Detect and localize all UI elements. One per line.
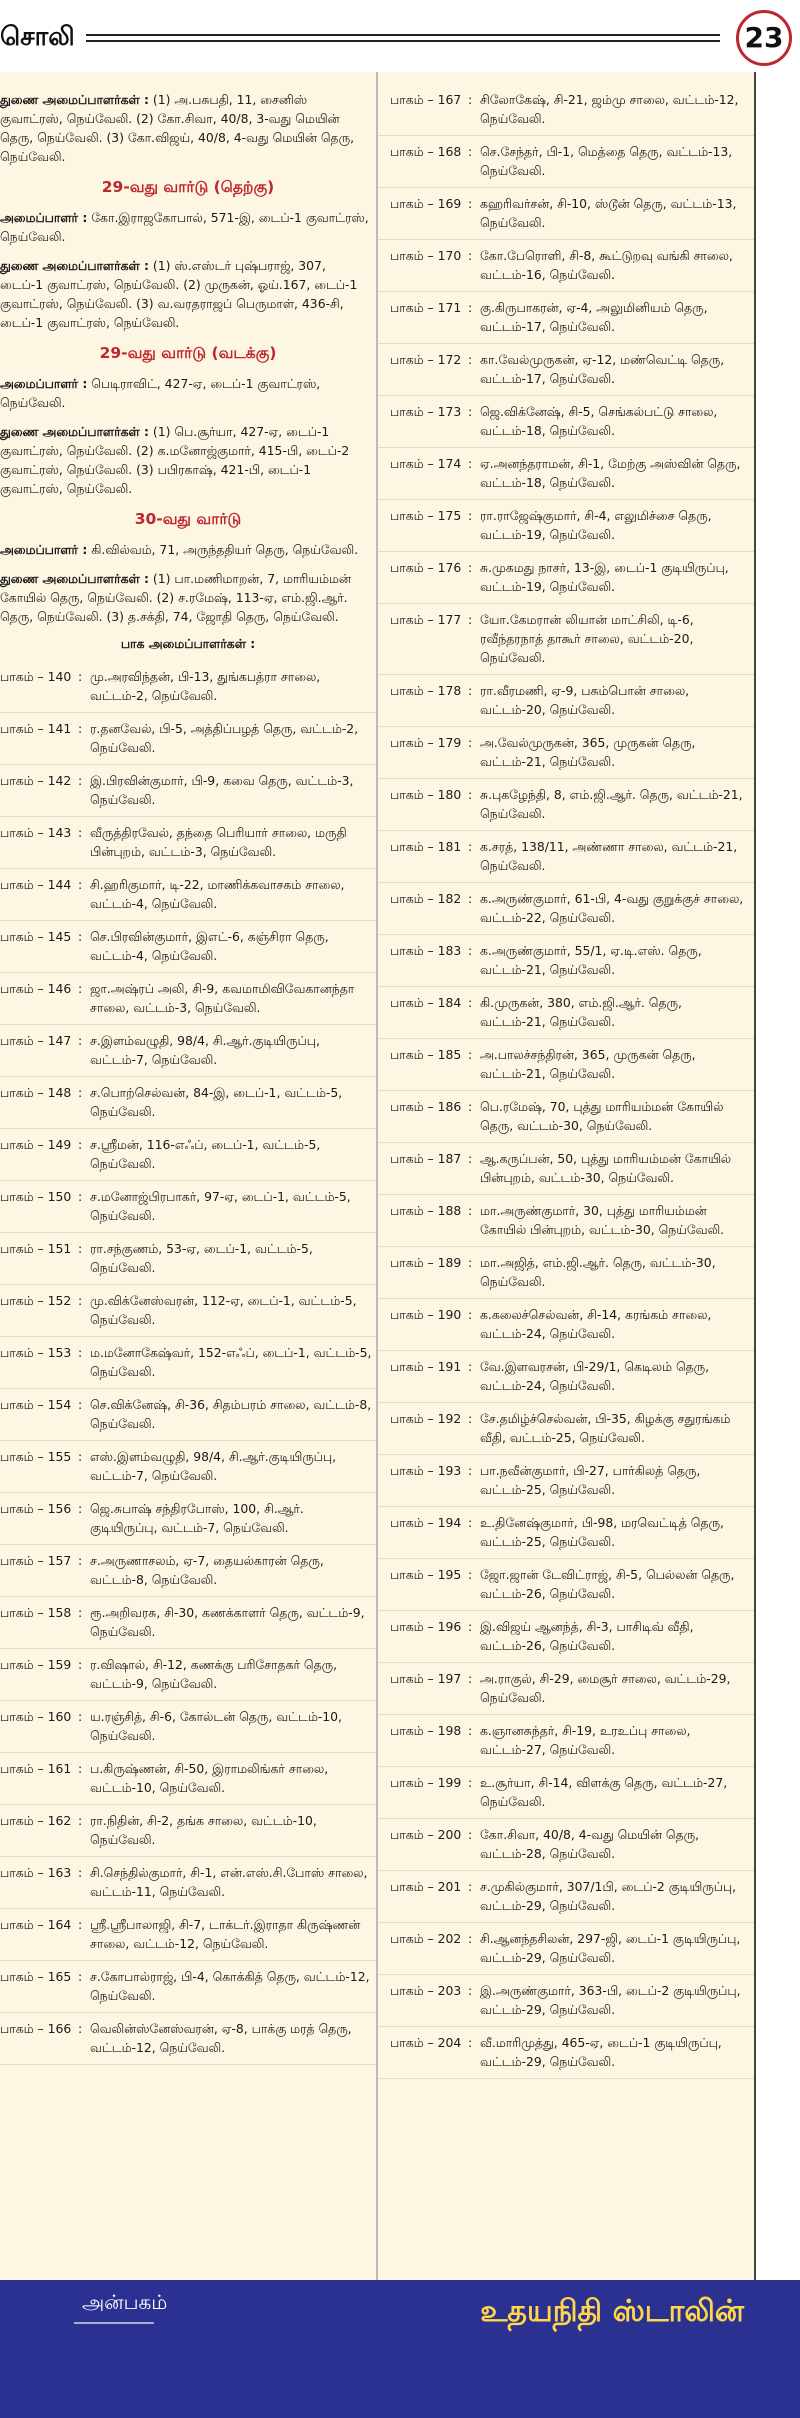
part-organizer-detail: சி.ஹரிகுமார், டி-22, மாணிக்கவாசகம் சாலை, வட்டம்-4, நெய்வேலி. [90, 877, 345, 911]
list-item [0, 1649, 376, 1701]
colon-separator: : [468, 1411, 473, 1426]
ward-30-organizer: அமைப்பாளர் : கி.வில்வம், 71, அருந்ததியர் தெரு, நெய்வேலி. [0, 542, 359, 557]
list-item [0, 1077, 376, 1129]
part-organizer-detail: அ.ராகுல், சி-29, மைசூர் சாலை, வட்டம்-29, நெய்வேலி. [480, 1671, 731, 1705]
list-item [0, 1129, 376, 1181]
part-number: பாகம் – 175 [390, 508, 462, 523]
colon-separator: : [468, 1619, 473, 1634]
part-number: பாகம் – 174 [390, 456, 462, 471]
colon-separator: : [78, 929, 83, 944]
colon-separator: : [468, 300, 473, 315]
part-organizer-detail: ர.விஷால், சி-12, கணக்கு பரிசோதகர் தெரு, வட்டம்-9, நெய்வேலி. [90, 1657, 338, 1691]
list-item [378, 831, 754, 883]
part-number: பாகம் – 160 [0, 1709, 72, 1724]
list-item [378, 448, 754, 500]
list-item [0, 1389, 376, 1441]
part-organizer-detail: சி.ஆனந்தசிலன், 297-ஜி, டைப்-1 குடியிருப்பு, வட்டம்-29, நெய்வேலி. [480, 1931, 741, 1965]
part-organizer-detail: கி.முருகன், 380, எம்.ஜி.ஆர். தெரு, வட்டம்-21, நெய்வேலி. [480, 995, 682, 1029]
part-organizer-detail: ரா.சந்குணம், 53-ஏ, டைப்-1, வட்டம்-5, நெய்வேலி. [90, 1241, 313, 1275]
list-item [0, 1441, 376, 1493]
part-organizer-detail: க.சரத், 138/11, அண்ணா சாலை, வட்டம்-21, நெய்வேலி. [480, 839, 738, 873]
list-item [378, 1975, 754, 2027]
part-organizer-detail: ச.கோபால்ராஜ், பி-4, கொக்கித் தெரு, வட்டம்-12, நெய்வேலி. [90, 1969, 370, 2003]
part-organizer-detail: ஏ.அனந்தராமன், சி-1, மேற்கு அஸ்வின் தெரு, வட்டம்-18, நெய்வேலி. [480, 456, 741, 490]
part-organizer-detail: வீ.மாரிமுத்து, 465-ஏ, டைப்-1 குடியிருப்பு, வட்டம்-29, நெய்வேலி. [480, 2035, 722, 2069]
part-organizer-detail: ரா.நிதின், சி-2, தங்க சாலை, வட்டம்-10, நெய்வேலி. [90, 1813, 317, 1847]
part-number: பாகம் – 170 [390, 248, 462, 263]
colon-separator: : [78, 1813, 83, 1828]
part-organizer-detail: ரா.வீரமணி, ஏ-9, பசும்பொன் சாலை, வட்டம்-20, நெய்வேலி. [480, 683, 690, 717]
part-number: பாகம் – 180 [390, 787, 462, 802]
part-number: பாகம் – 186 [390, 1099, 462, 1114]
part-organizer-detail: க.அருண்குமார், 55/1, ஏ.டி.எஸ். தெரு, வட்டம்-21, நெய்வேலி. [480, 943, 702, 977]
colon-separator: : [468, 995, 473, 1010]
list-item [378, 84, 754, 136]
footer-right-title: உதயநிதி ஸ்டாலின் [480, 2294, 744, 2329]
part-number: பாகம் – 187 [390, 1151, 462, 1166]
part-organizer-detail: சே.தமிழ்ச்செல்வன், பி-35, கிழக்கு சதுரங்கம் வீதி, வட்டம்-25, நெய்வேலி. [480, 1411, 731, 1445]
list-item [378, 1923, 754, 1975]
list-item [0, 1753, 376, 1805]
part-number: பாகம் – 188 [390, 1203, 462, 1218]
part-organizer-detail: வெலின்ஸ்னேஸ்வரன், ஏ-8, பாக்கு மரத் தெரு, வட்டம்-12, நெய்வேலி. [90, 2021, 352, 2055]
colon-separator: : [468, 248, 473, 263]
part-number: பாகம் – 150 [0, 1189, 72, 1204]
colon-separator: : [468, 787, 473, 802]
part-organizer-detail: ப.கிருஷ்ணன், சி-50, இராமலிங்கர் சாலை, வட்டம்-10, நெய்வேலி. [90, 1761, 329, 1795]
intro-deputies: துணை அமைப்பாளர்கள் : (1) அ.பசுபதி, 11, சைனிஸ் குவாட்ரஸ், நெய்வேலி. (2) கோ.சிவா, 40/8, 3-வது மெயின் தெரு, நெய்வேலி. (3) கோ.விஜய், 40/8, 4-வது மெயின் தெரு, நெய்வேலி. [0, 92, 355, 164]
colon-separator: : [468, 612, 473, 627]
part-organizer-detail: ர.தனவேல், பி-5, அத்திப்பழத் தெரு, வட்டம்-2, நெய்வேலி. [90, 721, 359, 755]
list-item [378, 1143, 754, 1195]
list-item [378, 1819, 754, 1871]
list-item [378, 552, 754, 604]
colon-separator: : [78, 1085, 83, 1100]
part-organizer-detail: சு.புகழேந்தி, 8, எம்.ஜி.ஆர். தெரு, வட்டம்-21, நெய்வேலி. [480, 787, 743, 821]
part-number: பாகம் – 181 [390, 839, 462, 854]
colon-separator: : [468, 1099, 473, 1114]
part-number: பாகம் – 197 [390, 1671, 462, 1686]
right-part-list [378, 84, 754, 2079]
list-item [0, 921, 376, 973]
list-item [378, 675, 754, 727]
list-item [378, 727, 754, 779]
colon-separator: : [468, 144, 473, 159]
list-item [0, 765, 376, 817]
part-organizer-detail: கஹரிவர்சன், சி-10, ஸ்டூன் தெரு, வட்டம்-13, நெய்வேலி. [480, 196, 737, 230]
list-item [0, 1337, 376, 1389]
list-item [378, 188, 754, 240]
list-item [0, 1285, 376, 1337]
part-organizer-detail: யோ.கேமரான் லியான் மாட்சிலி, டி-6, ரவீந்தரநாத் தாகூர் சாலை, வட்டம்-20, நெய்வேலி. [480, 612, 694, 665]
part-number: பாகம் – 158 [0, 1605, 72, 1620]
colon-separator: : [468, 1931, 473, 1946]
list-item [0, 1181, 376, 1233]
part-organizer-detail: சி.செந்தில்குமார், சி-1, என்.எஸ்.சி.போஸ் சாலை, வட்டம்-11, நெய்வேலி. [90, 1865, 368, 1899]
part-number: பாகம் – 147 [0, 1033, 72, 1048]
colon-separator: : [468, 683, 473, 698]
part-organizer-detail: வீருத்திரவேல், தந்தை பெரியார் சாலை, மருதி பின்புறம், வட்டம்-3, நெய்வேலி. [90, 825, 347, 859]
colon-separator: : [468, 1255, 473, 1270]
colon-separator: : [468, 1983, 473, 1998]
colon-separator: : [468, 891, 473, 906]
part-organizer-detail: ஜோ.ஜான் டேவிட்ராஜ், சி-5, பெல்லன் தெரு, வட்டம்-26, நெய்வேலி. [480, 1567, 735, 1601]
part-organizer-detail: இ.அருண்குமார், 363-பி, டைப்-2 குடியிருப்பு, வட்டம்-29, நெய்வேலி. [480, 1983, 741, 2017]
part-organizer-detail: ஸ்ரீ.ஸ்ரீபாலாஜி, சி-7, டாக்டர்.இராதா கிருஷ்ணன் சாலை, வட்டம்-12, நெய்வேலி. [90, 1917, 361, 1951]
page-edge-margin [754, 72, 800, 2280]
part-organizer-detail: மா.அஜித், எம்.ஜி.ஆர். தெரு, வட்டம்-30, நெய்வேலி. [480, 1255, 716, 1289]
colon-separator: : [468, 735, 473, 750]
colon-separator: : [468, 92, 473, 107]
colon-separator: : [78, 877, 83, 892]
colon-separator: : [468, 1463, 473, 1478]
list-item [0, 1805, 376, 1857]
colon-separator: : [78, 2021, 83, 2036]
ward-heading-29-north: 29-வது வார்டு (வடக்கு) [99, 344, 277, 362]
part-organizer-detail: சிலோகேஷ், சி-21, ஜம்மு சாலை, வட்டம்-12, நெய்வேலி. [480, 92, 739, 126]
colon-separator: : [468, 1671, 473, 1686]
list-item [0, 1493, 376, 1545]
part-organizer-detail: ஜெ.விக்னேஷ், சி-5, செங்கல்பட்டு சாலை, வட்டம்-18, நெய்வேலி. [480, 404, 718, 438]
list-item [0, 1025, 376, 1077]
part-organizer-detail: கோ.பேரொளி, சி-8, கூட்டுறவு வங்கி சாலை, வட்டம்-16, நெய்வேலி. [480, 248, 733, 282]
part-number: பாகம் – 204 [390, 2035, 462, 2050]
list-item [378, 1715, 754, 1767]
list-item [0, 1961, 376, 2013]
list-item [378, 1559, 754, 1611]
part-number: பாகம் – 201 [390, 1879, 462, 1894]
colon-separator: : [468, 352, 473, 367]
colon-separator: : [468, 1359, 473, 1374]
part-organizer-detail: ச.முகில்குமார், 307/1பி, டைப்-2 குடியிருப்பு, வட்டம்-29, நெய்வேலி. [480, 1879, 737, 1913]
part-number: பாகம் – 198 [390, 1723, 462, 1738]
part-number: பாகம் – 199 [390, 1775, 462, 1790]
left-part-list [0, 661, 376, 2065]
list-item [378, 396, 754, 448]
colon-separator: : [468, 1775, 473, 1790]
part-organizer-detail: ய.ரஞ்சித், சி-6, கோல்டன் தெரு, வட்டம்-10, நெய்வேலி. [90, 1709, 342, 1743]
part-number: பாகம் – 149 [0, 1137, 72, 1152]
part-organizer-detail: கா.வேல்முருகன், ஏ-12, மண்வெட்டி தெரு, வட்டம்-17, நெய்வேலி. [480, 352, 725, 386]
ward-heading-30: 30-வது வார்டு [134, 510, 242, 528]
list-item [378, 1871, 754, 1923]
list-item [378, 1611, 754, 1663]
part-organizer-detail: மா.அருண்குமார், 30, புத்து மாரியம்மன் கோயில் பின்புறம், வட்டம்-30, நெய்வேலி. [480, 1203, 725, 1237]
colon-separator: : [78, 1761, 83, 1776]
colon-separator: : [78, 981, 83, 996]
ward-29s-deputies: துணை அமைப்பாளர்கள் : (1) ஸ்.எஸ்டர் புஷ்பராஜ், 307, டைப்-1 குவாட்ரஸ், நெய்வேலி. (2) முருகன், ஓய்.167, டைப்-1 குவாட்ரஸ், நெய்வேலி. (3) வ.வரதராஜப் பெருமாள், 436-சி, டைப்-1 குவாட்ரஸ், நெய்வேலி. [0, 258, 358, 330]
part-number: பாகம் – 169 [390, 196, 462, 211]
part-number: பாகம் – 183 [390, 943, 462, 958]
footer-left-text: அன்பகம் [82, 2290, 168, 2314]
part-organizer-detail: இ.விஜய் ஆனந்த், சி-3, பாசிடிவ் வீதி, வட்டம்-26, நெய்வேலி. [480, 1619, 694, 1653]
part-organizer-detail: அ.வேல்முருகன், 365, முருகன் தெரு, வட்டம்-21, நெய்வேலி. [480, 735, 696, 769]
part-organizer-detail: மு.அரவிந்தன், பி-13, துங்கபத்ரா சாலை, வட்டம்-2, நெய்வேலி. [90, 669, 321, 703]
right-column [378, 72, 754, 2280]
colon-separator: : [78, 1345, 83, 1360]
colon-separator: : [468, 2035, 473, 2050]
colon-separator: : [468, 196, 473, 211]
colon-separator: : [468, 1515, 473, 1530]
page-number-badge: 23 [736, 10, 792, 66]
part-number: பாகம் – 161 [0, 1761, 72, 1776]
list-item [378, 604, 754, 675]
part-number: பாகம் – 196 [390, 1619, 462, 1634]
list-item [378, 1195, 754, 1247]
part-number: பாகம் – 154 [0, 1397, 72, 1412]
part-organizer-detail: க.ஞானசுந்தர், சி-19, உரஉப்பு சாலை, வட்டம்-27, நெய்வேலி. [480, 1723, 691, 1757]
part-number: பாகம் – 171 [390, 300, 462, 315]
publication-logo: சொலி [0, 22, 75, 52]
colon-separator: : [78, 1553, 83, 1568]
part-number: பாகம் – 140 [0, 669, 72, 684]
part-number: பாகம் – 162 [0, 1813, 72, 1828]
part-number: பாகம் – 143 [0, 825, 72, 840]
colon-separator: : [78, 1865, 83, 1880]
colon-separator: : [78, 1397, 83, 1412]
part-organizer-detail: உ.சூர்யா, சி-14, விளக்கு தெரு, வட்டம்-27, நெய்வேலி. [480, 1775, 728, 1809]
list-item [378, 1403, 754, 1455]
list-item [378, 1247, 754, 1299]
part-number: பாகம் – 148 [0, 1085, 72, 1100]
list-item [378, 1663, 754, 1715]
part-organizer-detail: சு.முகமது நாசர், 13-இ, டைப்-1 குடியிருப்பு, வட்டம்-19, நெய்வேலி. [480, 560, 729, 594]
part-organizer-detail: வே.இளவரசன், பி-29/1, கெடிலம் தெரு, வட்டம்-24, நெய்வேலி. [480, 1359, 710, 1393]
part-number: பாகம் – 194 [390, 1515, 462, 1530]
part-organizer-detail: ரா.ராஜேஷ்குமார், சி-4, எலுமிச்சை தெரு, வட்டம்-19, நெய்வேலி. [480, 508, 712, 542]
colon-separator: : [78, 825, 83, 840]
list-item [378, 136, 754, 188]
colon-separator: : [78, 1241, 83, 1256]
list-item [0, 1857, 376, 1909]
part-organizer-detail: பெ.ரமேஷ், 70, புத்து மாரியம்மன் கோயில் தெரு, வட்டம்-30, நெய்வேலி. [480, 1099, 724, 1133]
part-number: பாகம் – 152 [0, 1293, 72, 1308]
colon-separator: : [78, 1293, 83, 1308]
part-number: பாகம் – 172 [390, 352, 462, 367]
ward-heading-29-south: 29-வது வார்டு (தெற்கு) [101, 178, 275, 196]
list-item [378, 1767, 754, 1819]
part-number: பாகம் – 168 [390, 144, 462, 159]
colon-separator: : [468, 839, 473, 854]
part-number: பாகம் – 153 [0, 1345, 72, 1360]
part-organizer-detail: ம.மனோகேஷ்வர், 152-எஃப், டைப்-1, வட்டம்-5, நெய்வேலி. [90, 1345, 372, 1379]
colon-separator: : [78, 1605, 83, 1620]
part-number: பாகம் – 166 [0, 2021, 72, 2036]
colon-separator: : [468, 1879, 473, 1894]
list-item [0, 973, 376, 1025]
list-item [378, 500, 754, 552]
part-number: பாகம் – 195 [390, 1567, 462, 1582]
colon-separator: : [468, 1567, 473, 1582]
colon-separator: : [78, 1033, 83, 1048]
colon-separator: : [78, 1917, 83, 1932]
part-organizer-detail: எஸ்.இளம்வழுதி, 98/4, சி.ஆர்.குடியிருப்பு, வட்டம்-7, நெய்வேலி. [90, 1449, 337, 1483]
part-number: பாகம் – 190 [390, 1307, 462, 1322]
part-number: பாகம் – 179 [390, 735, 462, 750]
colon-separator: : [78, 721, 83, 736]
part-organizer-detail: உ.தினேஷ்குமார், பி-98, மரவெட்டித் தெரு, வட்டம்-25, நெய்வேலி. [480, 1515, 724, 1549]
part-organizer-detail: கோ.சிவா, 40/8, 4-வது மெயின் தெரு, வட்டம்-28, நெய்வேலி. [480, 1827, 700, 1861]
list-item [378, 1507, 754, 1559]
list-item [378, 883, 754, 935]
part-organizer-detail: ரூ.அறிவரசு, சி-30, கணக்காளர் தெரு, வட்டம்-9, நெய்வேலி. [90, 1605, 365, 1639]
part-number: பாகம் – 176 [390, 560, 462, 575]
part-organizer-detail: ச.அருணாசலம், ஏ-7, தையல்காரன் தெரு, வட்டம்-8, நெய்வேலி. [90, 1553, 324, 1587]
part-number: பாகம் – 203 [390, 1983, 462, 1998]
part-number: பாகம் – 192 [390, 1411, 462, 1426]
list-item [0, 1233, 376, 1285]
colon-separator: : [78, 1189, 83, 1204]
part-organizer-detail: செ.பிரவின்குமார், இஎட்-6, கஞ்சிரா தெரு, வட்டம்-4, நெய்வேலி. [90, 929, 329, 963]
colon-separator: : [468, 943, 473, 958]
part-organizer-detail: ச.பொற்செல்வன், 84-இ, டைப்-1, வட்டம்-5, நெய்வேலி. [90, 1085, 343, 1119]
list-item [0, 1597, 376, 1649]
part-number: பாகம் – 164 [0, 1917, 72, 1932]
list-item [378, 240, 754, 292]
list-item [0, 2013, 376, 2065]
ward-29n-organizer: அமைப்பாளர் : பெடிராவிட், 427-ஏ, டைப்-1 குவாட்ரஸ், நெய்வேலி. [0, 376, 321, 410]
list-item [378, 2027, 754, 2079]
list-item [378, 987, 754, 1039]
colon-separator: : [468, 456, 473, 471]
colon-separator: : [468, 1827, 473, 1842]
part-number: பாகம் – 144 [0, 877, 72, 892]
list-item [0, 1701, 376, 1753]
part-organizer-detail: ஆ.கருப்பன், 50, புத்து மாரியம்மன் கோயில் பின்புறம், வட்டம்-30, நெய்வேலி. [480, 1151, 732, 1185]
ward-29s-organizer: அமைப்பாளர் : கோ.இராஜகோபால், 571-இ, டைப்-1 குவாட்ரஸ், நெய்வேலி. [0, 210, 369, 244]
part-organizer-detail: அ.பாலச்சந்திரன், 365, முருகன் தெரு, வட்டம்-21, நெய்வேலி. [480, 1047, 696, 1081]
colon-separator: : [468, 1307, 473, 1322]
part-number: பாகம் – 178 [390, 683, 462, 698]
part-organizer-detail: கு.கிருபாகரன், ஏ-4, அலுமினியம் தெரு, வட்டம்-17, நெய்வேலி. [480, 300, 708, 334]
part-number: பாகம் – 163 [0, 1865, 72, 1880]
part-organizer-detail: ஜா.அஷ்ரப் அலி, சி-9, கவமாமிவிவேகானந்தா சாலை, வட்டம்-3, நெய்வேலி. [90, 981, 355, 1015]
part-number: பாகம் – 141 [0, 721, 72, 736]
part-organizer-detail: ச.ஸ்ரீமன், 116-எஃப், டைப்-1, வட்டம்-5, நெய்வேலி. [90, 1137, 321, 1171]
part-number: பாகம் – 142 [0, 773, 72, 788]
part-number: பாகம் – 146 [0, 981, 72, 996]
colon-separator: : [78, 1501, 83, 1516]
colon-separator: : [468, 1203, 473, 1218]
part-organizer-detail: க.அருண்குமார், 61-பி, 4-வது குறுக்குச் சாலை, வட்டம்-22, நெய்வேலி. [480, 891, 744, 925]
part-number: பாகம் – 200 [390, 1827, 462, 1842]
part-organizer-detail: ச.இளம்வழுதி, 98/4, சி.ஆர்.குடியிருப்பு, வட்டம்-7, நெய்வேலி. [90, 1033, 320, 1067]
list-item [0, 713, 376, 765]
list-item [0, 1545, 376, 1597]
footer-banner [0, 2280, 800, 2418]
colon-separator: : [78, 669, 83, 684]
colon-separator: : [468, 508, 473, 523]
colon-separator: : [468, 1151, 473, 1166]
part-number: பாகம் – 191 [390, 1359, 462, 1374]
footer-left-underline [74, 2322, 154, 2336]
part-number: பாகம் – 185 [390, 1047, 462, 1062]
part-organizer-detail: ஜெ.சுபாஷ் சந்திரபோஸ், 100, சி.ஆர். குடியிருப்பு, வட்டம்-7, நெய்வேலி. [90, 1501, 304, 1535]
part-organizers-heading: பாக அமைப்பாளர்கள் : [120, 636, 256, 651]
part-organizer-detail: மு.விக்னேஸ்வரன், 112-ஏ, டைப்-1, வட்டம்-5, நெய்வேலி. [90, 1293, 357, 1327]
part-number: பாகம் – 151 [0, 1241, 72, 1256]
part-organizer-detail: இ.பிரவின்குமார், பி-9, கவை தெரு, வட்டம்-3, நெய்வேலி. [90, 773, 354, 807]
part-number: பாகம் – 177 [390, 612, 462, 627]
list-item [0, 817, 376, 869]
part-number: பாகம் – 202 [390, 1931, 462, 1946]
part-number: பாகம் – 157 [0, 1553, 72, 1568]
colon-separator: : [78, 1709, 83, 1724]
ward-30-deputies: துணை அமைப்பாளர்கள் : (1) பா.மணிமாறன், 7, மாரியம்மன் கோயில் தெரு, நெய்வேலி. (2) ச.ரமேஷ், 113-ஏ, எம்.ஜி.ஆர். தெரு, நெய்வேலி. (3) த.சக்தி, 74, ஜோதி தெரு, நெய்வேலி. [0, 571, 351, 624]
list-item [0, 869, 376, 921]
list-item [378, 1455, 754, 1507]
colon-separator: : [78, 1137, 83, 1152]
list-item [378, 779, 754, 831]
part-number: பாகம் – 159 [0, 1657, 72, 1672]
list-item [378, 1039, 754, 1091]
part-organizer-detail: செ.சேந்தர், பி-1, மெத்தை தெரு, வட்டம்-13, நெய்வேலி. [480, 144, 733, 178]
part-number: பாகம் – 193 [390, 1463, 462, 1478]
ward-29n-deputies: துணை அமைப்பாளர்கள் : (1) பெ.சூர்யா, 427-ஏ, டைப்-1 குவாட்ரஸ், நெய்வேலி. (2) க.மனோஜ்குமார், 415-பி, டைப்-2 குவாட்ரஸ், நெய்வேலி. (3) பபிரகாஷ், 421-பி, டைப்-1 குவாட்ரஸ், நெய்வேலி. [0, 424, 350, 496]
part-number: பாகம் – 184 [390, 995, 462, 1010]
part-number: பாகம் – 173 [390, 404, 462, 419]
list-item [0, 1909, 376, 1961]
page-header [0, 0, 800, 72]
part-organizer-detail: ச.மனோஜ்பிரபாகர், 97-ஏ, டைப்-1, வட்டம்-5, நெய்வேலி. [90, 1189, 351, 1223]
colon-separator: : [78, 1449, 83, 1464]
part-number: பாகம் – 167 [390, 92, 462, 107]
list-item [378, 1299, 754, 1351]
list-item [378, 292, 754, 344]
colon-separator: : [78, 1969, 83, 1984]
colon-separator: : [468, 404, 473, 419]
part-number: பாகம் – 155 [0, 1449, 72, 1464]
list-item [378, 1091, 754, 1143]
part-organizer-detail: செ.விக்னேஷ், சி-36, சிதம்பரம் சாலை, வட்டம்-8, நெய்வேலி. [90, 1397, 372, 1431]
colon-separator: : [468, 1047, 473, 1062]
colon-separator: : [468, 1723, 473, 1738]
colon-separator: : [78, 773, 83, 788]
part-number: பாகம் – 156 [0, 1501, 72, 1516]
part-number: பாகம் – 182 [390, 891, 462, 906]
part-organizer-detail: பா.நவீன்குமார், பி-27, பார்கிலத் தெரு, வட்டம்-25, நெய்வேலி. [480, 1463, 701, 1497]
colon-separator: : [468, 560, 473, 575]
list-item [378, 1351, 754, 1403]
part-organizer-detail: க.கலைச்செல்வன், சி-14, கரங்கம் சாலை, வட்டம்-24, நெய்வேலி. [480, 1307, 712, 1341]
list-item [0, 661, 376, 713]
part-number: பாகம் – 189 [390, 1255, 462, 1270]
colon-separator: : [78, 1657, 83, 1672]
part-number: பாகம் – 165 [0, 1969, 72, 1984]
list-item [378, 935, 754, 987]
header-double-rule [86, 34, 720, 42]
left-column [0, 72, 376, 2280]
part-number: பாகம் – 145 [0, 929, 72, 944]
list-item [378, 344, 754, 396]
